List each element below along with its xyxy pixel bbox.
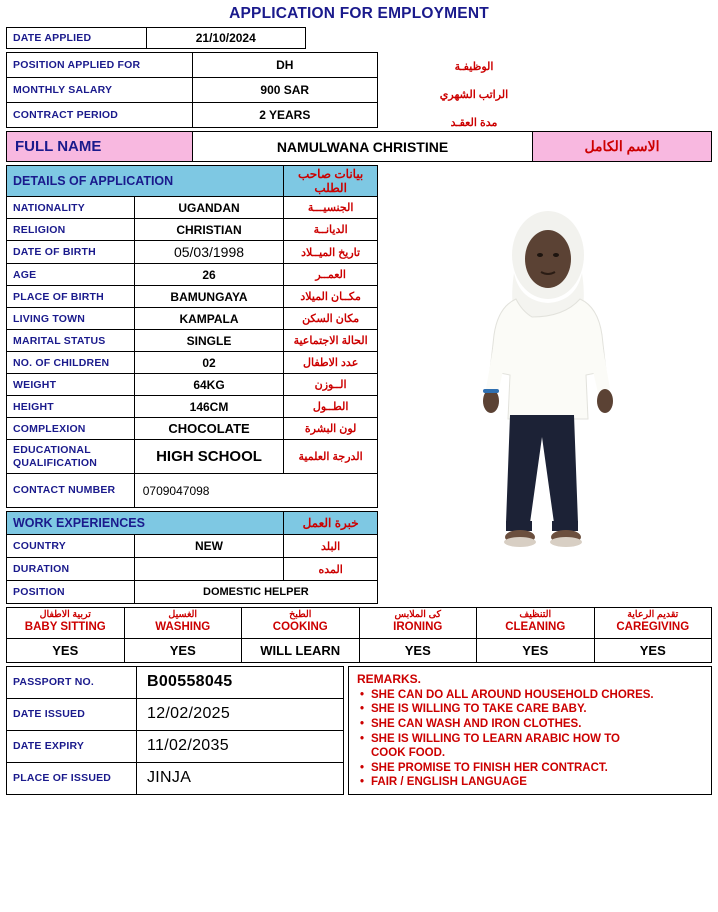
salary-arabic: الراتب الشهري <box>439 89 509 101</box>
work-country-arabic: البلد <box>284 535 378 558</box>
salary-label: MONTHLY SALARY <box>7 78 193 103</box>
remarks-list <box>357 688 703 790</box>
remarks-item: • FAIR / ENGLISH LANGUAGE <box>357 775 703 790</box>
work-duration-label: DURATION <box>7 558 135 581</box>
details-header-label: DETAILS OF APPLICATION <box>7 166 284 197</box>
date-expiry-value: 11/02/2035 <box>137 730 344 762</box>
age-label: AGE <box>7 264 135 286</box>
children-arabic: عدد الاطفال <box>284 352 378 374</box>
date-applied-table <box>6 27 306 49</box>
position-label: POSITION APPLIED FOR <box>7 53 193 78</box>
date-issued-label: DATE ISSUED <box>7 698 137 730</box>
height-label: HEIGHT <box>7 396 135 418</box>
date-expiry-label: DATE EXPIRY <box>7 730 137 762</box>
skill-header-cooking <box>242 608 360 639</box>
work-position-value: DOMESTIC HELPER <box>134 581 377 604</box>
skill-english-cooking: COOKING <box>272 620 328 633</box>
age-value: 26 <box>134 264 284 286</box>
applicant-photo-illustration <box>436 193 660 583</box>
full-name-arabic: الاسم الكامل <box>533 132 712 162</box>
date-of-birth-label: DATE OF BIRTH <box>7 241 135 264</box>
skill-arabic-caregiving: تقديم الرعاية <box>627 609 679 620</box>
skill-header-baby-sitting <box>7 608 125 639</box>
children-value: 02 <box>134 352 284 374</box>
skill-header-ironing <box>359 608 477 639</box>
contract-period-value: 2 YEARS <box>192 103 377 128</box>
passport-table <box>6 666 344 795</box>
skill-value-washing: YES <box>124 638 242 662</box>
work-header-arabic: خبرة العمل <box>284 512 378 535</box>
position-arabic: الوظيفـة <box>454 61 494 73</box>
marital-status-value: SINGLE <box>134 330 284 352</box>
page-title: APPLICATION FOR EMPLOYMENT <box>229 5 489 22</box>
date-applied-value: 21/10/2024 <box>146 28 305 49</box>
place-of-birth-value: BAMUNGAYA <box>134 286 284 308</box>
religion-arabic: الديانــة <box>284 219 378 241</box>
remarks-item-continuation: COOK FOOD. <box>371 747 446 760</box>
work-experiences-table <box>6 511 378 604</box>
skill-header-cleaning <box>477 608 595 639</box>
skill-english-cleaning: CLEANING <box>505 620 566 633</box>
education-label: EDUCATIONAL QUALIFICATION <box>7 440 135 474</box>
remarks-item: • SHE CAN DO ALL AROUND HOUSEHOLD CHORES. <box>357 688 703 703</box>
remarks-item: • SHE IS WILLING TO TAKE CARE BABY. <box>357 702 703 717</box>
nationality-value: UGANDAN <box>134 197 284 219</box>
details-section <box>6 165 712 604</box>
salary-value: 900 SAR <box>192 78 377 103</box>
place-of-issued-label: PLACE OF ISSUED <box>7 762 137 794</box>
living-town-arabic: مكان السكن <box>284 308 378 330</box>
skill-value-cleaning: YES <box>477 638 595 662</box>
full-name-label: FULL NAME <box>7 132 193 162</box>
marital-status-label: MARITAL STATUS <box>7 330 135 352</box>
work-header-label: WORK EXPERIENCES <box>7 512 284 535</box>
position-value: DH <box>192 53 377 78</box>
top-arabic-labels <box>384 55 564 136</box>
skill-value-baby-sitting: YES <box>7 638 125 662</box>
full-name-value: NAMULWANA CHRISTINE <box>193 132 533 162</box>
weight-label: WEIGHT <box>7 374 135 396</box>
date-of-birth-arabic: تاريخ الميــلاد <box>284 241 378 264</box>
education-arabic: الدرجة العلمية <box>284 440 378 474</box>
remarks-item: • SHE IS WILLING TO LEARN ARABIC HOW TO <box>357 732 703 747</box>
contact-number-label: CONTACT NUMBER <box>7 474 135 508</box>
details-of-application-table <box>6 165 378 508</box>
remarks-item: • SHE PROMISE TO FINISH HER CONTRACT. <box>357 761 703 776</box>
marital-status-arabic: الحالة الاجتماعية <box>284 330 378 352</box>
skills-value-row <box>7 638 712 662</box>
skills-table <box>6 607 712 663</box>
nationality-label: NATIONALITY <box>7 197 135 219</box>
contract-period-arabic: مدة العقـد <box>450 117 498 129</box>
complexion-arabic: لون البشرة <box>284 418 378 440</box>
weight-arabic: الــوزن <box>284 374 378 396</box>
remarks-item: • SHE CAN WASH AND IRON CLOTHES. <box>357 717 703 732</box>
place-of-birth-arabic: مكــان الميلاد <box>284 286 378 308</box>
skill-english-baby-sitting: BABY SITTING <box>24 620 106 633</box>
height-arabic: الطــول <box>284 396 378 418</box>
bottom-section <box>6 666 712 795</box>
skill-arabic-cleaning: التنظيف <box>519 609 552 620</box>
date-of-birth-value: 05/03/1998 <box>134 241 284 264</box>
skill-english-ironing: IRONING <box>393 620 443 633</box>
nationality-arabic: الجنسيـــة <box>284 197 378 219</box>
work-duration-value <box>134 558 284 581</box>
skill-arabic-baby-sitting: تربية الاطفال <box>39 609 91 620</box>
passport-no-value: B00558045 <box>137 666 344 698</box>
contact-number-value: 0709047098 <box>134 474 377 508</box>
complexion-label: COMPLEXION <box>7 418 135 440</box>
weight-value: 64KG <box>134 374 284 396</box>
work-duration-arabic: المده <box>284 558 378 581</box>
age-arabic: العمــر <box>284 264 378 286</box>
complexion-value: CHOCOLATE <box>134 418 284 440</box>
passport-no-label: PASSPORT NO. <box>7 666 137 698</box>
full-name-table <box>6 131 712 162</box>
position-details-table <box>6 52 378 128</box>
skill-value-ironing: YES <box>359 638 477 662</box>
skill-arabic-ironing: كى الملابس <box>394 609 442 620</box>
date-issued-value: 12/02/2025 <box>137 698 344 730</box>
religion-label: RELIGION <box>7 219 135 241</box>
skill-english-caregiving: CAREGIVING <box>616 620 690 633</box>
skill-value-caregiving: YES <box>594 638 712 662</box>
skills-header-row <box>7 608 712 639</box>
work-country-label: COUNTRY <box>7 535 135 558</box>
remarks-title: REMARKS. <box>357 671 422 686</box>
living-town-value: KAMPALA <box>134 308 284 330</box>
height-value: 146CM <box>134 396 284 418</box>
details-header-arabic: بيانات صاحب الطلب <box>284 166 378 197</box>
skill-english-washing: WASHING <box>155 620 211 633</box>
skill-arabic-cooking: الطبخ <box>289 609 312 620</box>
contract-period-label: CONTRACT PERIOD <box>7 103 193 128</box>
skill-arabic-washing: الغسيل <box>168 609 198 620</box>
applicant-photo <box>436 193 660 583</box>
date-applied-label: DATE APPLIED <box>7 28 147 49</box>
place-of-birth-label: PLACE OF BIRTH <box>7 286 135 308</box>
religion-value: CHRISTIAN <box>134 219 284 241</box>
remarks-box <box>348 666 712 795</box>
skill-header-caregiving <box>594 608 712 639</box>
work-country-value: NEW <box>134 535 284 558</box>
skill-header-washing <box>124 608 242 639</box>
living-town-label: LIVING TOWN <box>7 308 135 330</box>
education-value: HIGH SCHOOL <box>134 440 284 474</box>
skill-value-cooking: WILL LEARN <box>242 638 360 662</box>
children-label: NO. OF CHILDREN <box>7 352 135 374</box>
work-position-label: POSITION <box>7 581 135 604</box>
place-of-issued-value: JINJA <box>137 762 344 794</box>
